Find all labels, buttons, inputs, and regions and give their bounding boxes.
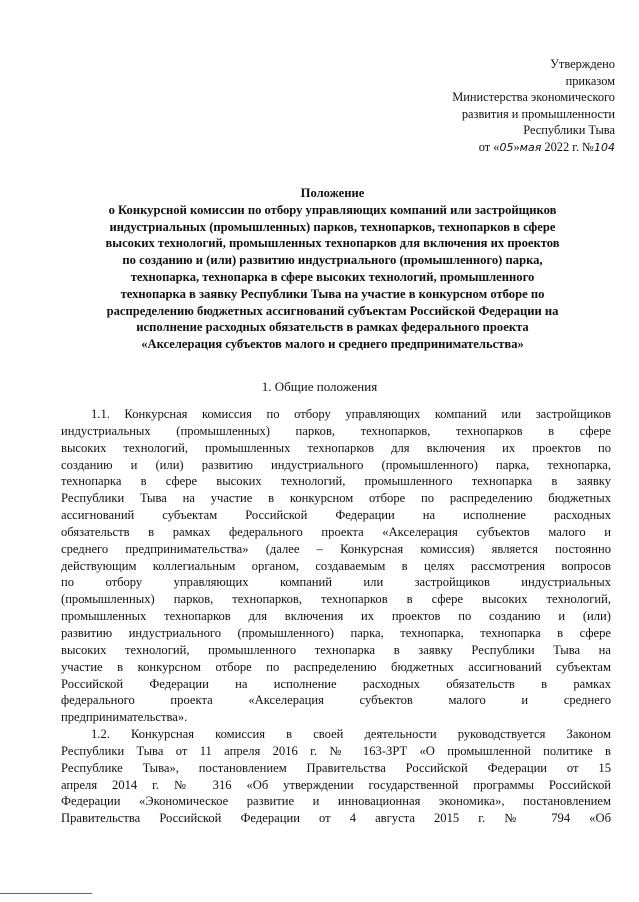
approval-line-order: приказом	[565, 73, 615, 88]
paragraph-line: Республики Тыва от 11 апреля 2016 г. № 163-ЗРТ «О промышленной политике в	[61, 743, 611, 758]
paragraph-line: предпринимательства».	[61, 710, 188, 725]
document-title	[60, 185, 605, 353]
paragraph-line: развитию индустриального (промышленного) парка, технопарка, технопарка в сфере	[61, 625, 611, 640]
approval-stamp	[395, 56, 615, 157]
title-line: индустриальных (промышленных) парков, технопарков, технопарков в сфере	[109, 219, 556, 234]
section-heading: 1. Общие положения	[261, 379, 378, 394]
paragraph-line: высоких технологий, промышленных технопарков для включения их проектов по	[61, 440, 611, 455]
title-line: исполнение расходных обязательств в рамках федерального проекта	[136, 320, 529, 335]
paragraph-line: (промышленных) парков, технопарков, технопарков в сфере высоких технологий,	[61, 592, 611, 607]
approval-line-ministry-2: развития и промышленности	[461, 106, 615, 121]
paragraph-line: действующим коллегиальным органом, создаваемым в целях рассмотрения вопросов	[61, 558, 611, 573]
paragraph-line: высоких технологий, промышленного технопарка в заявку Республики Тыва на	[61, 642, 611, 657]
approval-date-line	[395, 139, 615, 157]
paragraph-line: Российской Федерации на исполнение расходных обязательств в рамках	[61, 676, 611, 691]
title-line: «Акселерация субъектов малого и среднего предпринимательства»	[141, 337, 524, 352]
body-text	[61, 406, 611, 827]
paragraph-line: по отбору управляющих компаний или застройщиков индустриальных	[61, 575, 611, 590]
paragraph-line: апреля 2014 г. № 316 «Об утверждении государственной программы Российской	[61, 777, 611, 792]
handwritten-month: мая	[519, 140, 542, 154]
title-line: распределению бюджетных ассигнований субъектам Российской Федерации на	[106, 303, 559, 318]
title-line: технопарка в заявку Республики Тыва на участие в конкурсном отборе по	[120, 286, 545, 301]
paragraph-line: Республике Тыва», постановлением Правительства Российской Федерации от 15	[61, 760, 611, 775]
paragraph-line: индустриальных (промышленных) парков, технопарков, технопарков в сфере	[61, 423, 611, 438]
title-line: технопарка, технопарка в сфере высоких технологий, промышленного	[130, 269, 535, 284]
paragraph-line: Республики Тыва на участие в конкурсном отборе по распределению бюджетных	[61, 491, 611, 506]
footnote-divider	[0, 893, 92, 894]
paragraph-line: федерального проекта «Акселерация субъектов малого и среднего	[61, 693, 611, 708]
title-line: по созданию и (или) развитию индустриального (промышленного) парка,	[122, 253, 543, 268]
paragraph-line: Федерации «Экономическое развитие и инновационная экономика», постановлением	[61, 794, 611, 809]
handwritten-day: 05	[499, 140, 514, 154]
date-mid: »	[513, 139, 520, 154]
approval-line-approved: Утверждено	[550, 57, 615, 71]
paragraph-line: ассигнований субъектам Российской Федерации на исполнение расходных	[61, 508, 611, 523]
title-line: высоких технологий, промышленных технопарков для включения их проектов	[105, 236, 560, 251]
date-year: 2022 г. №	[541, 139, 594, 154]
paragraph-line: Правительства Российской Федерации от 4 августа 2015 г. № 794 «Об	[61, 811, 611, 826]
title-line: о Конкурсной комиссии по отбору управляющих компаний или застройщиков	[108, 202, 557, 217]
paragraph-line: обязательств в рамках федерального проекта «Акселерация субъектов малого и	[61, 524, 611, 539]
paragraph-line: технопарка в сфере высоких технологий, промышленного технопарка в заявку	[61, 474, 611, 489]
paragraph-line: среднего предпринимательства» (далее – Конкурсная комиссия) является постоянно	[61, 541, 611, 556]
date-prefix: от «	[478, 139, 500, 154]
handwritten-number: 104	[594, 140, 615, 154]
paragraph-line: участие в конкурсном отборе по распределению бюджетных ассигнований субъектам	[61, 659, 611, 674]
title-line: Положение	[300, 186, 365, 200]
paragraph-line: созданию и (или) развитию индустриального (промышленного) парка, технопарка,	[61, 457, 611, 472]
paragraph-line: 1.1. Конкурсная комиссия по отбору управляющих компаний или застройщиков	[91, 407, 611, 421]
paragraph-line: промышленных технопарков для включения их проектов по созданию и (или)	[61, 609, 611, 624]
approval-line-ministry: Министерства экономического	[452, 90, 615, 105]
paragraph-line: 1.2. Конкурсная комиссия в своей деятельности руководствуется Законом	[91, 727, 611, 742]
approval-line-republic: Республики Тыва	[523, 123, 615, 138]
